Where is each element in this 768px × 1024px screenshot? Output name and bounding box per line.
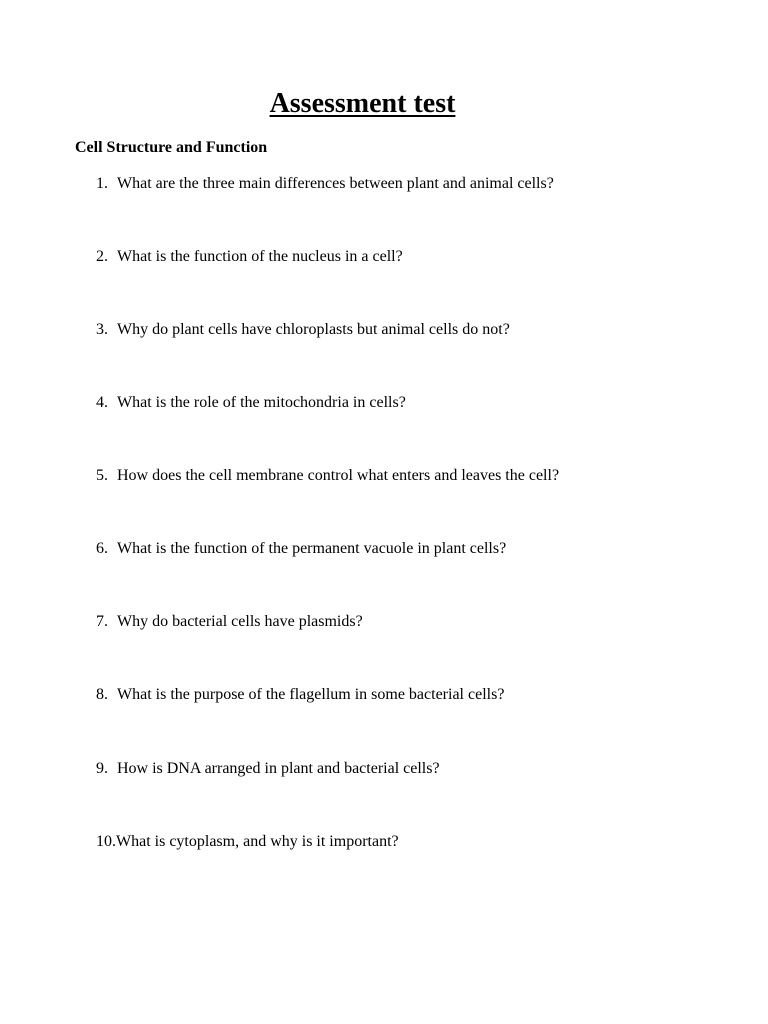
question-number: 8. — [96, 686, 108, 703]
question-item — [96, 684, 504, 706]
question-text: How does the cell membrane control what enters and leaves the cell? — [117, 467, 560, 484]
question-item — [96, 246, 403, 268]
question-text: What is the purpose of the flagellum in some bacterial cells? — [117, 686, 505, 703]
question-item — [96, 538, 506, 560]
question-number: 2. — [96, 248, 108, 265]
question-number: 6. — [96, 540, 108, 557]
question-number: 9. — [96, 760, 108, 777]
question-text: How is DNA arranged in plant and bacterial cells? — [117, 760, 440, 777]
question-item — [96, 465, 559, 487]
question-text: Why do plant cells have chloroplasts but animal cells do not? — [117, 321, 510, 338]
question-text: What is the role of the mitochondria in cells? — [117, 394, 406, 411]
question-item — [96, 831, 399, 853]
question-item — [96, 173, 554, 195]
page-title: Assessment test — [269, 88, 456, 119]
question-text: Why do bacterial cells have plasmids? — [117, 613, 363, 630]
question-item — [96, 758, 440, 780]
question-text: What is the function of the nucleus in a cell? — [117, 248, 403, 265]
question-number: 5. — [96, 467, 108, 484]
question-text: What is cytoplasm, and why is it important? — [116, 833, 399, 850]
question-number: 3. — [96, 321, 108, 338]
question-number: 7. — [96, 613, 108, 630]
question-item — [96, 392, 406, 414]
question-number: 1. — [96, 175, 108, 192]
question-item — [96, 319, 510, 341]
question-item — [96, 611, 363, 633]
section-heading: Cell Structure and Function — [75, 139, 268, 156]
question-text: What are the three main differences between plant and animal cells? — [117, 175, 554, 192]
question-number: 4. — [96, 394, 108, 411]
question-text: What is the function of the permanent vacuole in plant cells? — [117, 540, 507, 557]
question-number: 10. — [96, 833, 116, 850]
